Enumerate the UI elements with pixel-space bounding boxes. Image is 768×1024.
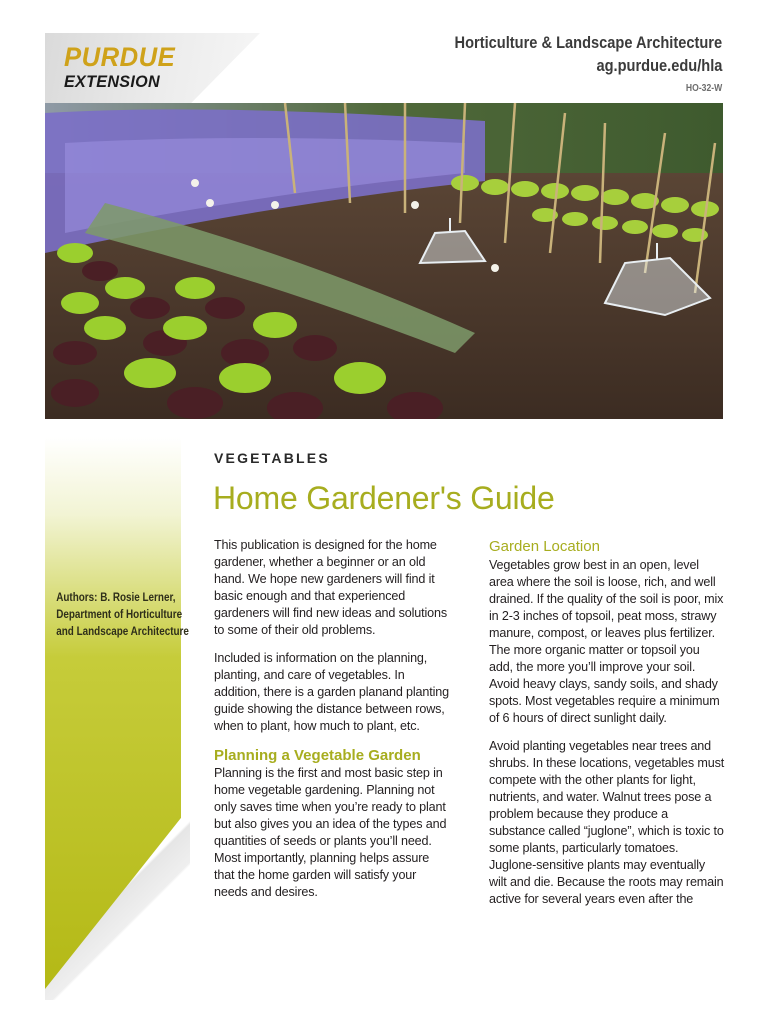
page-title: Home Gardener's Guide bbox=[213, 480, 555, 516]
text-column-right bbox=[489, 537, 725, 919]
author-line: Department of Horticulture bbox=[56, 609, 183, 621]
location-heading: Garden Location bbox=[489, 538, 600, 555]
location-paragraph: Avoid planting vegetables near trees and shrubs. In these locations, vegetables must compete with the other plants for light, nutrients, and water. Walnut trees pose a problem because they produce a substance called “juglone”, which is toxic to some plants, particularly tomatoes. Juglone-sensitive plants may eventually wilt and die. Because the roots may remain active for several years even after the bbox=[489, 739, 725, 906]
author-credit bbox=[47, 590, 189, 641]
location-paragraph: Vegetables grow best in an open, level area where the soil is loose, rich, and well drained. If the quality of the soil is poor, mix in 2-3 inches of topsoil, peat moss, strawy manure, compost, or leaves plus fertilizer. The more organic matter or topsoil you add, the more you’ll improve your soil. Avoid heavy clays, sandy soils, and shady spots. Most vegetables require a minimum of 6 hours of direct sunlight daily. bbox=[489, 558, 724, 725]
section-category: VEGETABLES bbox=[214, 450, 330, 466]
planning-paragraph: Planning is the first and most basic step in home vegetable gardening. Planning not only saves time when you’re ready to plant but also gives you an idea of the types and quantities of seeds or plants you’ll need. Most importantly, planning helps assure that the home garden will satisfy your needs and desires. bbox=[214, 766, 447, 899]
purdue-logo-wordmark: PURDUE bbox=[64, 42, 176, 72]
extension-logo-wordmark: EXTENSION bbox=[64, 72, 160, 91]
planning-heading: Planning a Vegetable Garden bbox=[214, 747, 421, 764]
department-name: Horticulture & Landscape Architecture bbox=[454, 33, 722, 52]
author-line: Authors: B. Rosie Lerner, bbox=[56, 592, 176, 604]
author-line: and Landscape Architecture bbox=[56, 626, 189, 638]
intro-paragraph: Included is information on the planning, planting, and care of vegetables. In addition, there is a garden planand planting guide showing the distance between rows, when to plant, how much to plant, etc. bbox=[214, 651, 449, 733]
department-url[interactable]: ag.purdue.edu/hla bbox=[596, 56, 722, 75]
text-column-left bbox=[214, 537, 450, 912]
intro-paragraph: This publication is designed for the home gardener, whether a beginner or an old hand. We hope new gardeners will find it basic enough and that experienced gardeners will find new ideas and solutions to some of their old problems. bbox=[214, 538, 447, 637]
garden-photo bbox=[45, 103, 723, 419]
publication-code: HO-32-W bbox=[685, 83, 722, 94]
